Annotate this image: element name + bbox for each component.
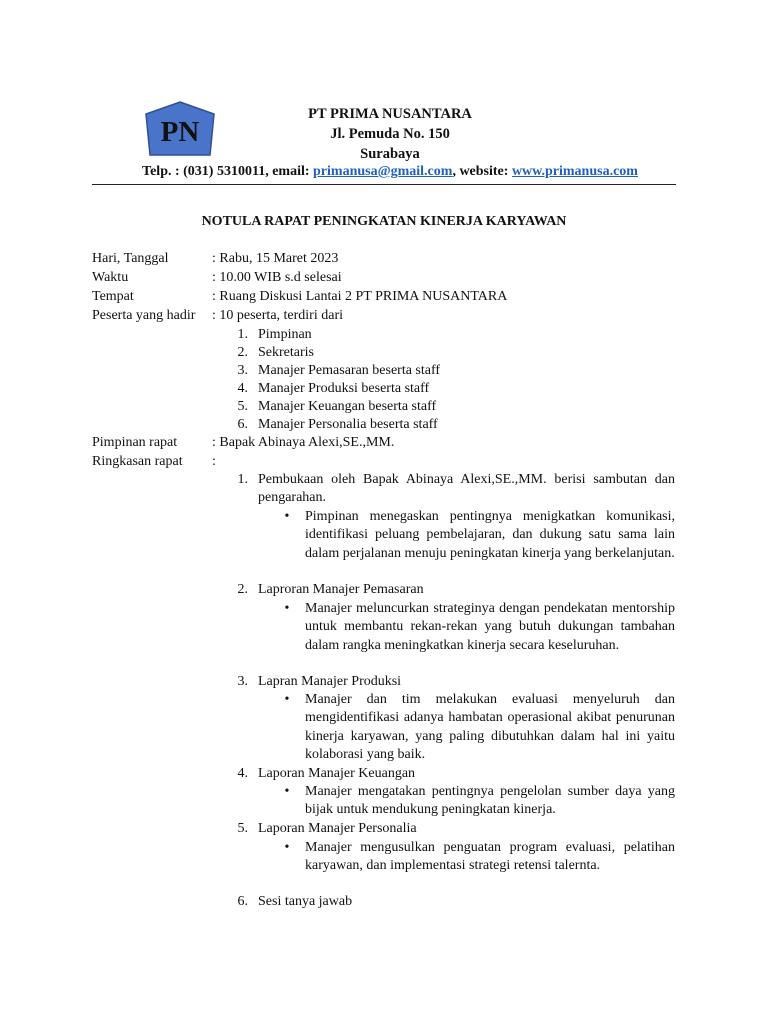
bullet-point: • [284, 840, 290, 855]
bullet-point: • [284, 601, 290, 616]
place-value: : Ruang Diskusi Lantai 2 PT PRIMA NUSANTARA [212, 289, 508, 304]
company-address: Jl. Pemuda No. 150 [330, 126, 450, 142]
bullet-point: • [284, 692, 290, 707]
summary-number: 2. [237, 582, 248, 597]
attendee-item: Manajer Pemasaran beserta staff [258, 363, 441, 378]
summary-number: 5. [237, 821, 248, 836]
company-name: PT PRIMA NUSANTARA [308, 106, 472, 122]
summary-detail: Manajer meluncurkan strateginya dengan pendekatan mentorship untuk membantu rekan-rekan yang butuh dukungan tambahan dalam rangka meningkatkan kinerja secara keseluruhan. [305, 601, 675, 653]
attendee-item: Pimpinan [258, 327, 312, 342]
summary-number: 6. [237, 894, 248, 909]
contact-line [100, 164, 680, 180]
leader-value: : Bapak Abinaya Alexi,SE.,MM. [212, 435, 395, 450]
summary-value: : [212, 454, 216, 469]
time-value: : 10.00 WIB s.d selesai [212, 270, 342, 285]
website-link[interactable]: www.primanusa.com [511, 164, 638, 179]
attendee-number: 2. [237, 345, 248, 360]
attendees-value: : 10 peserta, terdiri dari [212, 308, 344, 323]
email-link[interactable]: primanusa@gmail.com [313, 164, 453, 179]
bullet-point: • [284, 509, 290, 524]
attendee-number: 5. [237, 399, 248, 414]
summary-number: 3. [237, 674, 248, 689]
leader-label: Pimpinan rapat [92, 435, 178, 450]
company-city: Surabaya [360, 146, 420, 162]
summary-item: Laproran Manajer Pemasaran [258, 582, 424, 597]
summary-item: Laporan Manajer Personalia [258, 821, 417, 836]
summary-detail: Manajer dan tim melakukan evaluasi menyeluruh dan mengidentifikasi adanya hambatan operasional akibat penurunan kinerja karyawan, yang paling dibutuhkan dalam hal ini yaitu kolaborasi yang baik. [305, 692, 675, 763]
logo-text: PN [160, 116, 200, 148]
bullet-point: • [284, 784, 290, 799]
summary-item: Sesi tanya jawab [258, 894, 353, 909]
summary-item: Laporan Manajer Keuangan [258, 766, 416, 781]
attendee-item: Manajer Personalia beserta staff [258, 417, 438, 432]
summary-detail: Pimpinan menegaskan pentingnya menigkatkan komunikasi, identifikasi peluang pembelajaran, dan dukung satu sama lain dalam perjalanan menuju peningkatan kinerja yang berkelanjutan. [305, 509, 675, 561]
attendee-number: 6. [237, 417, 248, 432]
place-label: Tempat [92, 289, 134, 304]
time-label: Waktu [92, 270, 129, 285]
attendee-number: 4. [237, 381, 248, 396]
document-title: NOTULA RAPAT PENINGKATAN KINERJA KARYAWAN [201, 214, 567, 229]
day-label: Hari, Tanggal [92, 251, 169, 266]
summary-detail: Manajer mengatakan pentingnya pengelolan sumber daya yang bijak untuk mendukung peningkatan kinerja. [305, 784, 675, 818]
attendee-item: Manajer Produksi beserta staff [258, 381, 430, 396]
summary-item: Lapran Manajer Produksi [258, 674, 402, 689]
attendee-item: Sekretaris [258, 345, 314, 360]
day-value: : Rabu, 15 Maret 2023 [212, 251, 339, 266]
summary-item: Pembukaan oleh Bapak Abinaya Alexi,SE.,MM. berisi sambutan dan pengarahan. [258, 472, 675, 506]
summary-detail: Manajer mengusulkan penguatan program evaluasi, pelatihan karyawan, dan implementasi strategi retensi talernta. [305, 840, 675, 874]
summary-number: 1. [237, 472, 248, 487]
attendee-number: 1. [237, 327, 248, 342]
attendee-item: Manajer Keuangan beserta staff [258, 399, 437, 414]
header-rule [92, 184, 676, 185]
summary-number: 4. [237, 766, 248, 781]
contact-prefix: Telp. : (031) 5310011, email: [142, 164, 314, 179]
attendees-label: Peserta yang hadir [92, 308, 196, 323]
contact-mid: , website: [452, 164, 512, 179]
attendee-number: 3. [237, 363, 248, 378]
summary-label: Ringkasan rapat [92, 454, 183, 469]
